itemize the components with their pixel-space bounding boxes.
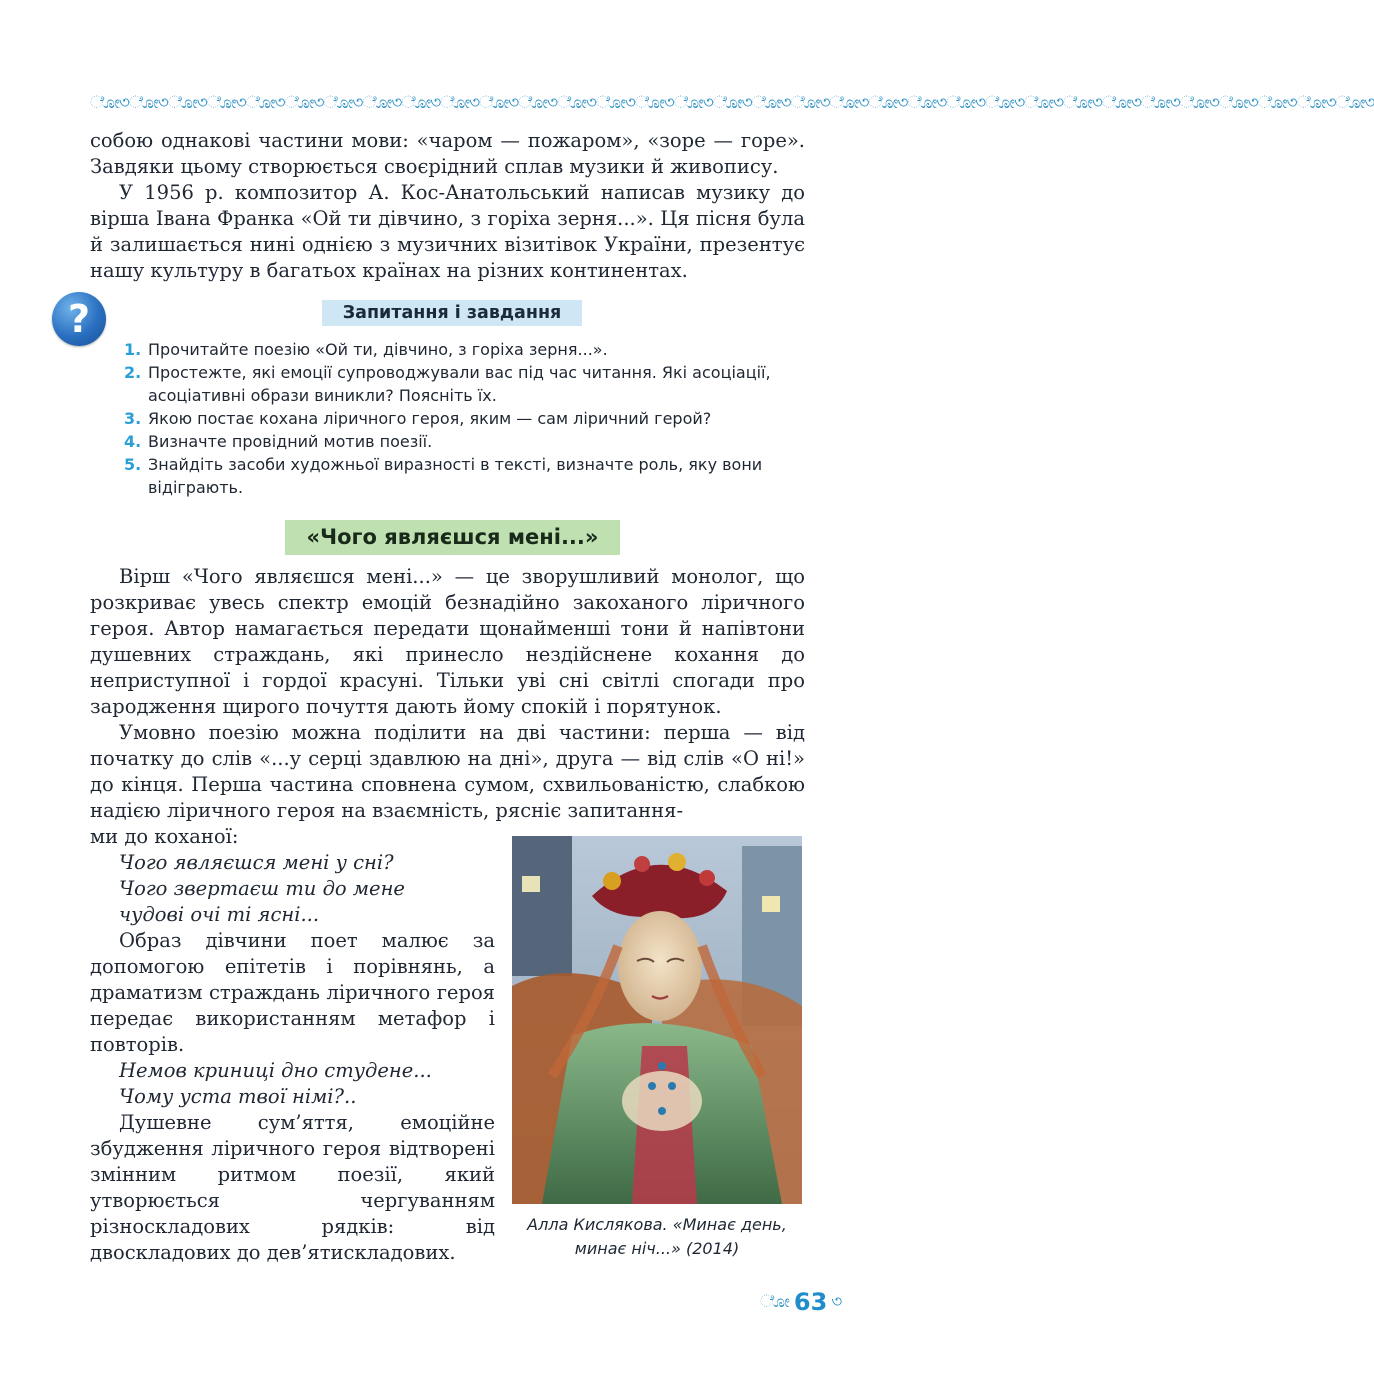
ornament-left-icon: ೋ (760, 1292, 790, 1312)
task-number: 4. (124, 432, 142, 451)
page-number-value: 63 (793, 1288, 828, 1316)
list-item (122, 407, 804, 430)
verse-line: Немов криниці дно студене... (119, 1059, 432, 1082)
section-paragraph-1: Вірш «Чого являєшся мені...» — це зворушливий монолог, що розкриває увесь спектр емоцій безнадійно закоханого ліричного героя. Автор намагається передати щонайменші тони й напівтони душевних страждань, які принесло нездійснене кохання до неприступної і гордої красуні. Тільки уві сні світлі спогади про зародження щирого почуття дають йому спокій і порятунок. (90, 565, 805, 718)
painting-illustration (512, 836, 802, 1204)
header-ornament: ೋ৩ೋ৩ೋ৩ೋ৩ೋ৩ೋ৩ೋ৩ೋ৩ೋ৩ೋ৩ೋ৩ೋ৩ೋ৩ೋ৩ೋ৩ೋ৩ೋ৩ೋ৩ೋ৩ೋ৩ೋ৩ೋ৩ೋ৩ೋ৩ೋ৩ೋ৩ೋ৩ೋ৩ೋ৩ೋ৩ೋ৩ೋ৩ೋ৩ (90, 93, 1374, 113)
task-number: 5. (124, 455, 142, 474)
verse-line: Чому уста твої німі?.. (119, 1085, 357, 1108)
section-heading: «Чого являєшся мені...» (285, 520, 620, 555)
caption-line-1: Алла Кислякова. «Минає день, (527, 1215, 787, 1234)
intro-paragraph-2: У 1956 р. композитор А. Кос-Анатольський написав музику до вірша Івана Франка «Ой ти дівчино, з горіха зерня...». Ця пісня була й залишається нині однією з музичних візитівок України, презентує нашу культуру в багатьох країнах на різних континентах. (90, 181, 805, 282)
section-paragraph-2: Умовно поезію можна поділити на дві частини: перша — від початку до слів «...у серці здавлюю на дні», друга — від слів «О ні!» до кінця. Перша частина сповнена сумом, схвильованістю, слабкою надією ліричного героя на взаємність, рясніє запитання- (90, 721, 805, 822)
list-item (122, 430, 804, 453)
section-paragraph-3: Образ дівчини поет малює за допомогою епітетів і порівнянь, а драматизм страждань ліричного героя передає використанням метафор і повторів. (90, 929, 495, 1056)
verse-line: чудові очі ті ясні... (119, 903, 320, 926)
intro-paragraph-1: собою однакові частини мови: «чаром — пожаром», «зоре — горе». Завдяки цьому створюється своєрідний сплав музики й живопису. (90, 129, 805, 178)
task-list (122, 338, 804, 499)
painting-image (512, 836, 802, 1204)
painting-caption (505, 1213, 809, 1261)
questions-heading: Запитання і завдання (322, 300, 582, 326)
task-text: Простежте, які емоції супроводжували вас під час читання. Які асоціації, асоціативні образи виникли? Поясніть їх. (148, 363, 771, 405)
task-text: Знайдіть засоби художньої виразності в тексті, визначте роль, яку вони відіграють. (148, 455, 763, 497)
question-mark-icon: ? (52, 292, 106, 346)
list-item (122, 338, 804, 361)
list-item (122, 361, 804, 407)
task-number: 3. (124, 409, 142, 428)
task-text: Якою постає кохана ліричного героя, яким — сам ліричний герой? (148, 409, 712, 428)
task-number: 1. (124, 340, 142, 359)
task-text: Визначте провідний мотив поезії. (148, 432, 433, 451)
list-item (122, 453, 804, 499)
section-paragraph-2-tail: ми до коханої: (90, 825, 239, 848)
caption-line-2: минає ніч...» (2014) (574, 1239, 740, 1258)
verse-line: Чого звертаєш ти до мене (119, 877, 405, 900)
ornament-right-icon: ৩ (831, 1292, 843, 1312)
page-number (760, 1288, 850, 1316)
task-number: 2. (124, 363, 142, 382)
verse-line: Чого являєшся мені у сні? (119, 851, 394, 874)
task-text: Прочитайте поезію «Ой ти, дівчино, з горіха зерня...». (148, 340, 608, 359)
section-paragraph-4: Душевне сум’яття, емоційне збудження ліричного героя відтворені змінним ритмом поезії, який утворюється чергуванням різноскладових рядків: від двоскладових до дев’ятискладових. (90, 1111, 495, 1264)
